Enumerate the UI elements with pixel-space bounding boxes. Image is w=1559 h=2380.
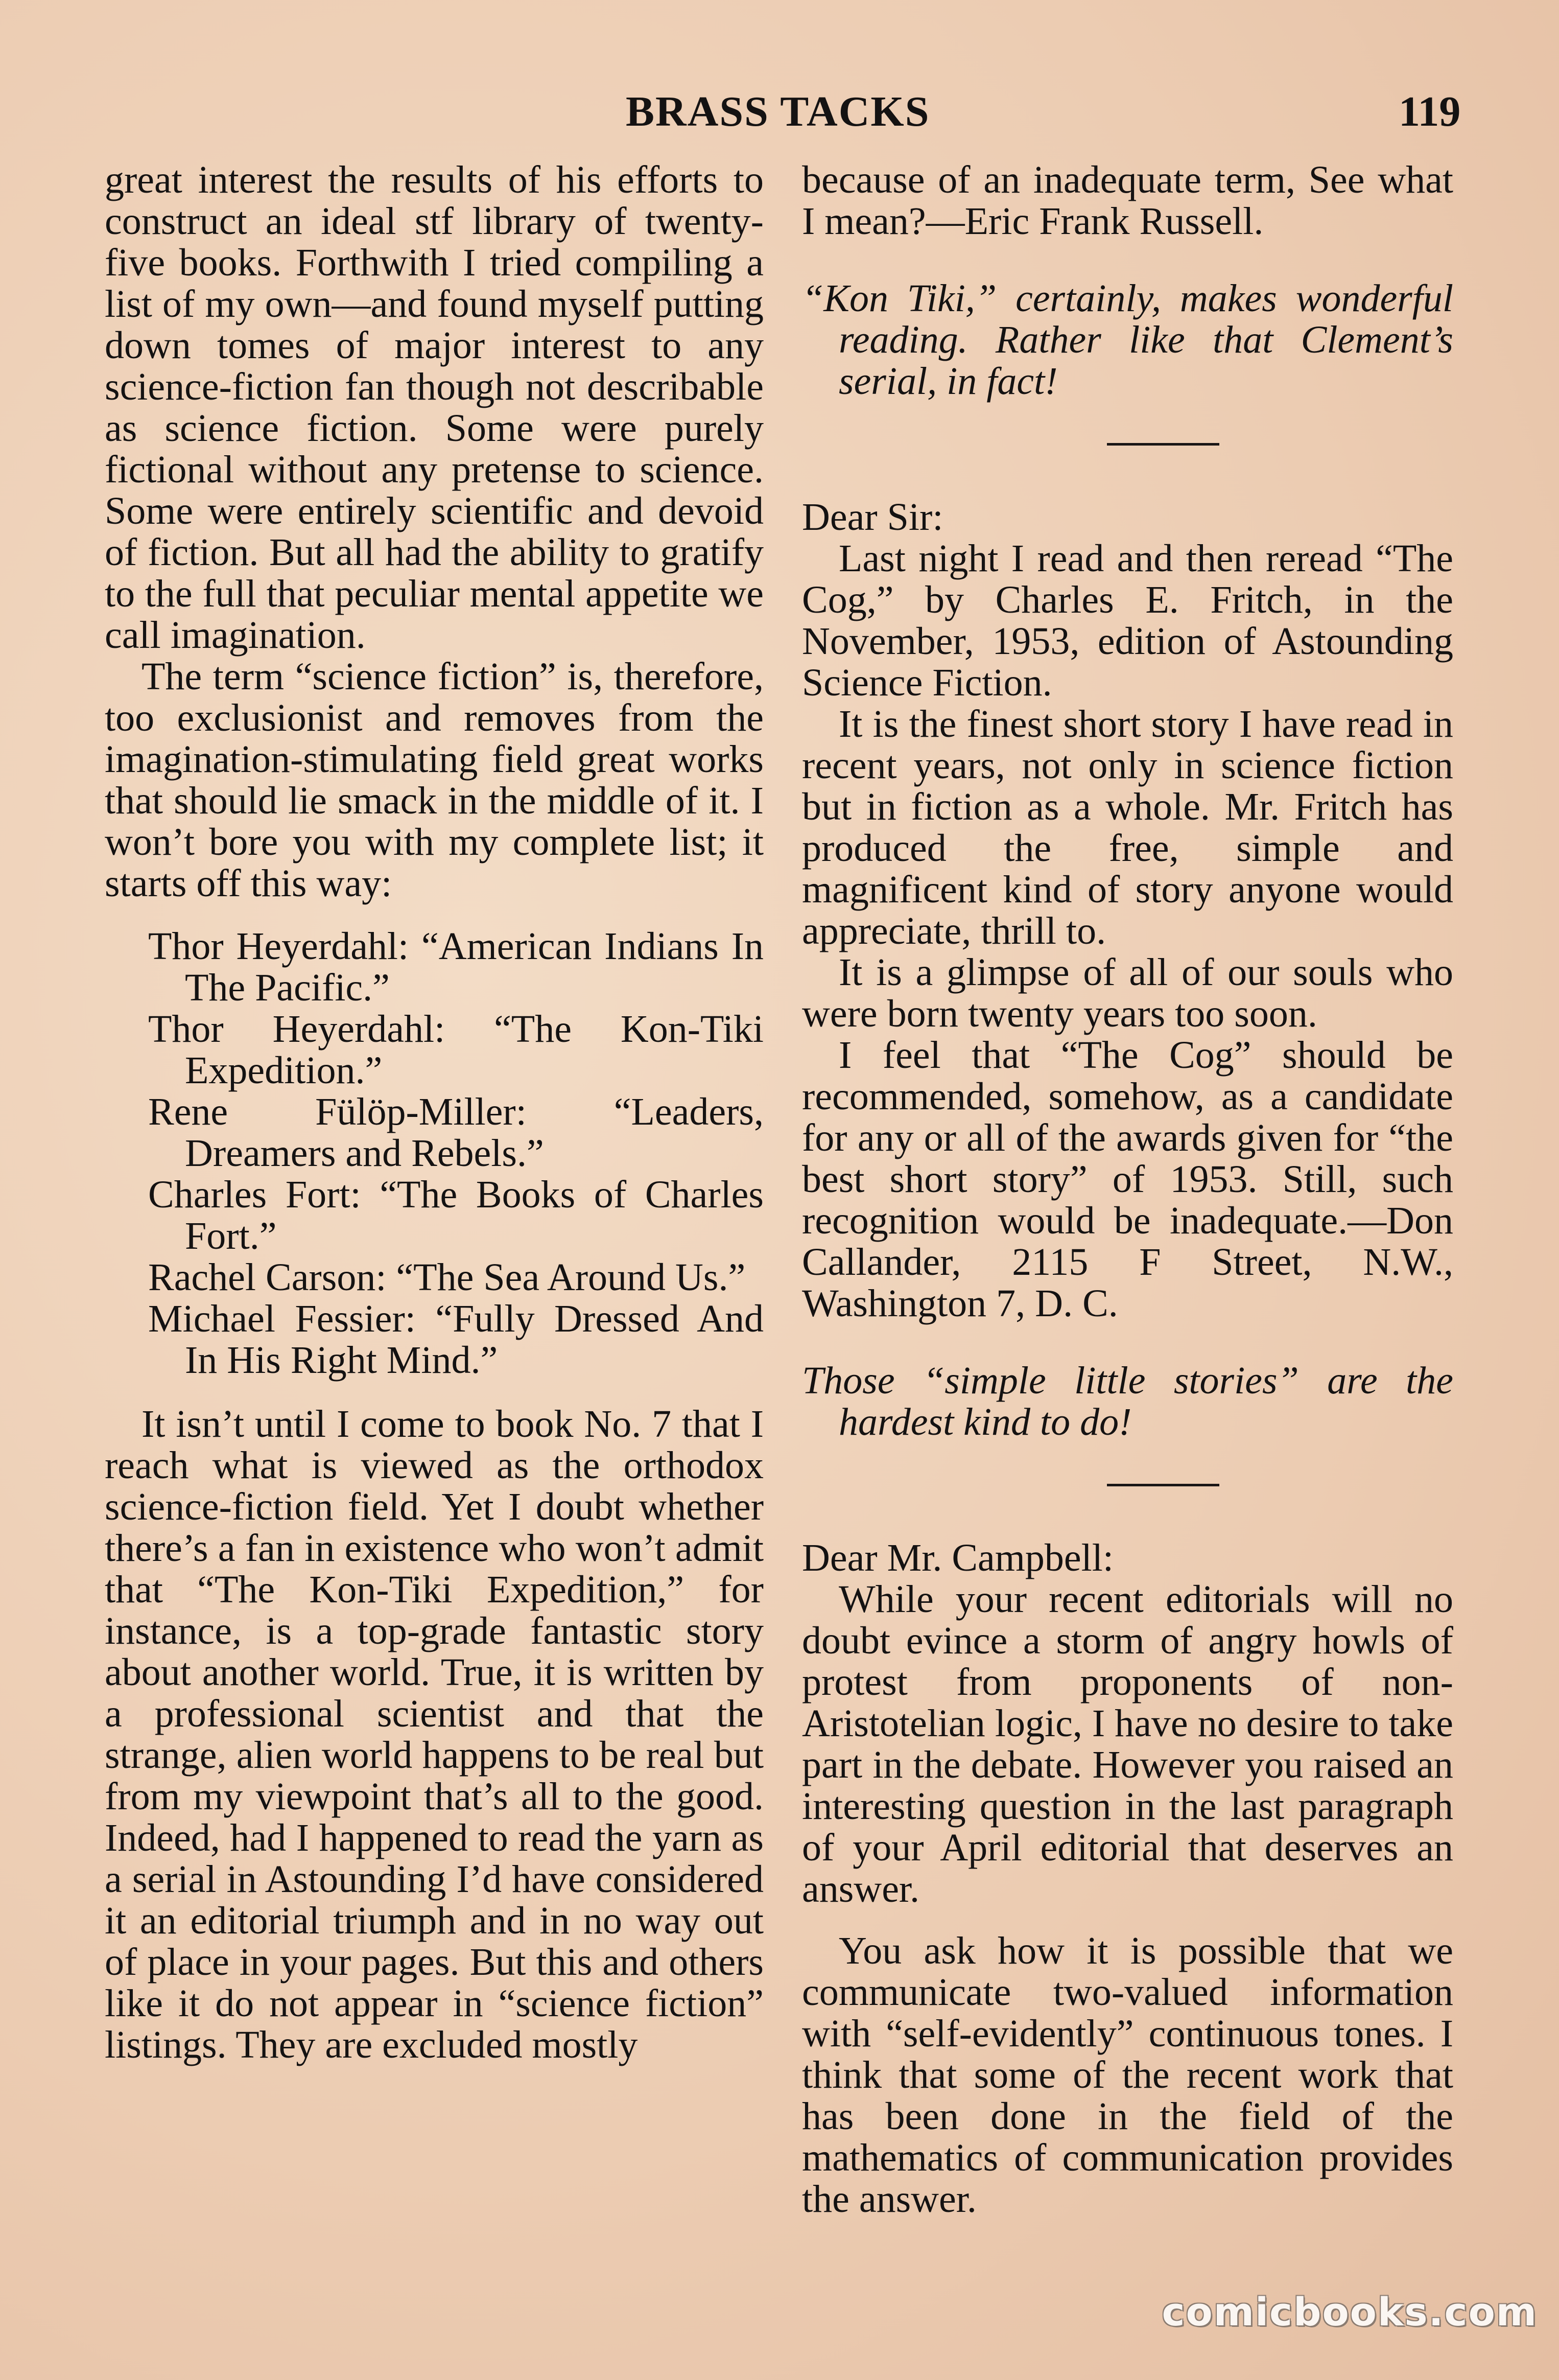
book-list-item: Rachel Carson: “The Sea Around Us.” <box>148 1256 746 1299</box>
book-list-item: Thor Heyerdahl: “American Indians In The Pacific.” <box>148 925 764 1009</box>
letter-salutation: Dear Sir: <box>802 496 943 539</box>
page-header <box>0 87 1559 148</box>
page-number: 119 <box>1399 88 1461 135</box>
source-watermark: comicbooks.com <box>1162 2289 1538 2335</box>
letter-paragraph: I feel that “The Cog” should be recommended, somehow, as a candidate for any or all of the awards given for “the best short story” of 1953. Still, such recognition would be inadequate.—Don Callander, 2115 F Street, N.W., Washington 7, D. C. <box>802 1034 1453 1325</box>
letter-paragraph: It is the finest short story I have read in recent years, not only in science fiction but in fiction as a whole. Mr. Fritch has produced the free, simple and magnificent kind of story anyone would appreciate, thrill to. <box>802 703 1453 952</box>
letter-paragraph: Last night I read and then reread “The Cog,” by Charles E. Fritch, in the November, 1953, edition of Astounding Science Fiction. <box>802 537 1453 704</box>
section-divider <box>1107 443 1219 446</box>
book-list-item: Charles Fort: “The Books of Charles Fort.” <box>148 1173 764 1257</box>
book-list <box>148 926 764 1381</box>
letter-salutation: Dear Mr. Campbell: <box>802 1536 1114 1579</box>
letter-paragraph: The term “science fiction” is, therefore, too exclusionist and removes from the imagination-stimulating field great works that should lie smack in the middle of it. I won’t bore you with my complete list; it starts off this way: <box>105 655 764 905</box>
section-divider <box>1107 1484 1219 1486</box>
letter-paragraph: You ask how it is possible that we communicate two-valued information with “self-evidently” continuous tones. I think that some of the recent work that has been done in the field of the mathematics of communication provides the answer. <box>802 1929 1453 2221</box>
book-list-item: Rene Fülöp-Miller: “Leaders, Dreamers and Rebels.” <box>148 1090 764 1175</box>
right-column <box>802 159 1453 2220</box>
book-list-item: Thor Heyerdahl: “The Kon-Tiki Expedition.” <box>148 1008 764 1092</box>
book-list-item: Michael Fessier: “Fully Dressed And In His Right Mind.” <box>148 1297 764 1382</box>
running-title: BRASS TACKS <box>626 88 930 135</box>
letter-paragraph: great interest the results of his efforts to construct an ideal stf library of twenty-five books. Forthwith I tried compiling a list of my own—and found myself putting down tomes of major interest to any science-fiction fan though not describable as science fiction. Some were purely fictional without any pretense to science. Some were entirely scientific and devoid of fiction. But all had the ability to gratify to the full that peculiar mental appetite we call imagination. <box>105 158 764 657</box>
editor-reply: Those “simple little stories” are the hardest kind to do! <box>802 1359 1453 1443</box>
editor-reply: “Kon Tiki,” certainly, makes wonderful reading. Rather like that Clement’s serial, in fact! <box>802 277 1453 403</box>
left-column <box>105 159 764 2066</box>
letter-paragraph: It isn’t until I come to book No. 7 that I reach what is viewed as the orthodox science-fiction field. Yet I doubt whether there’s a fan in existence who won’t admit that “The Kon-Tiki Expedition,” for instance, is a top-grade fantastic story about another world. True, it is written by a professional scientist and that the strange, alien world happens to be real but from my viewpoint that’s all to the good. Indeed, had I happened to read the yarn as a serial in Astounding I’d have considered it an editorial triumph and in no way out of place in your pages. But this and others like it do not appear in “science fiction” listings. They are excluded mostly <box>105 1403 764 2066</box>
letter-paragraph: because of an inadequate term, See what I mean?—Eric Frank Russell. <box>802 158 1453 243</box>
letter-paragraph: While your recent editorials will no doubt evince a storm of angry howls of protest from proponents of non-Aristotelian logic, I have no desire to take part in the debate. However you raised an interesting question in the last paragraph of your April editorial that deserves an answer. <box>802 1578 1453 1910</box>
letter-paragraph: It is a glimpse of all of our souls who were born twenty years too soon. <box>802 951 1453 1035</box>
